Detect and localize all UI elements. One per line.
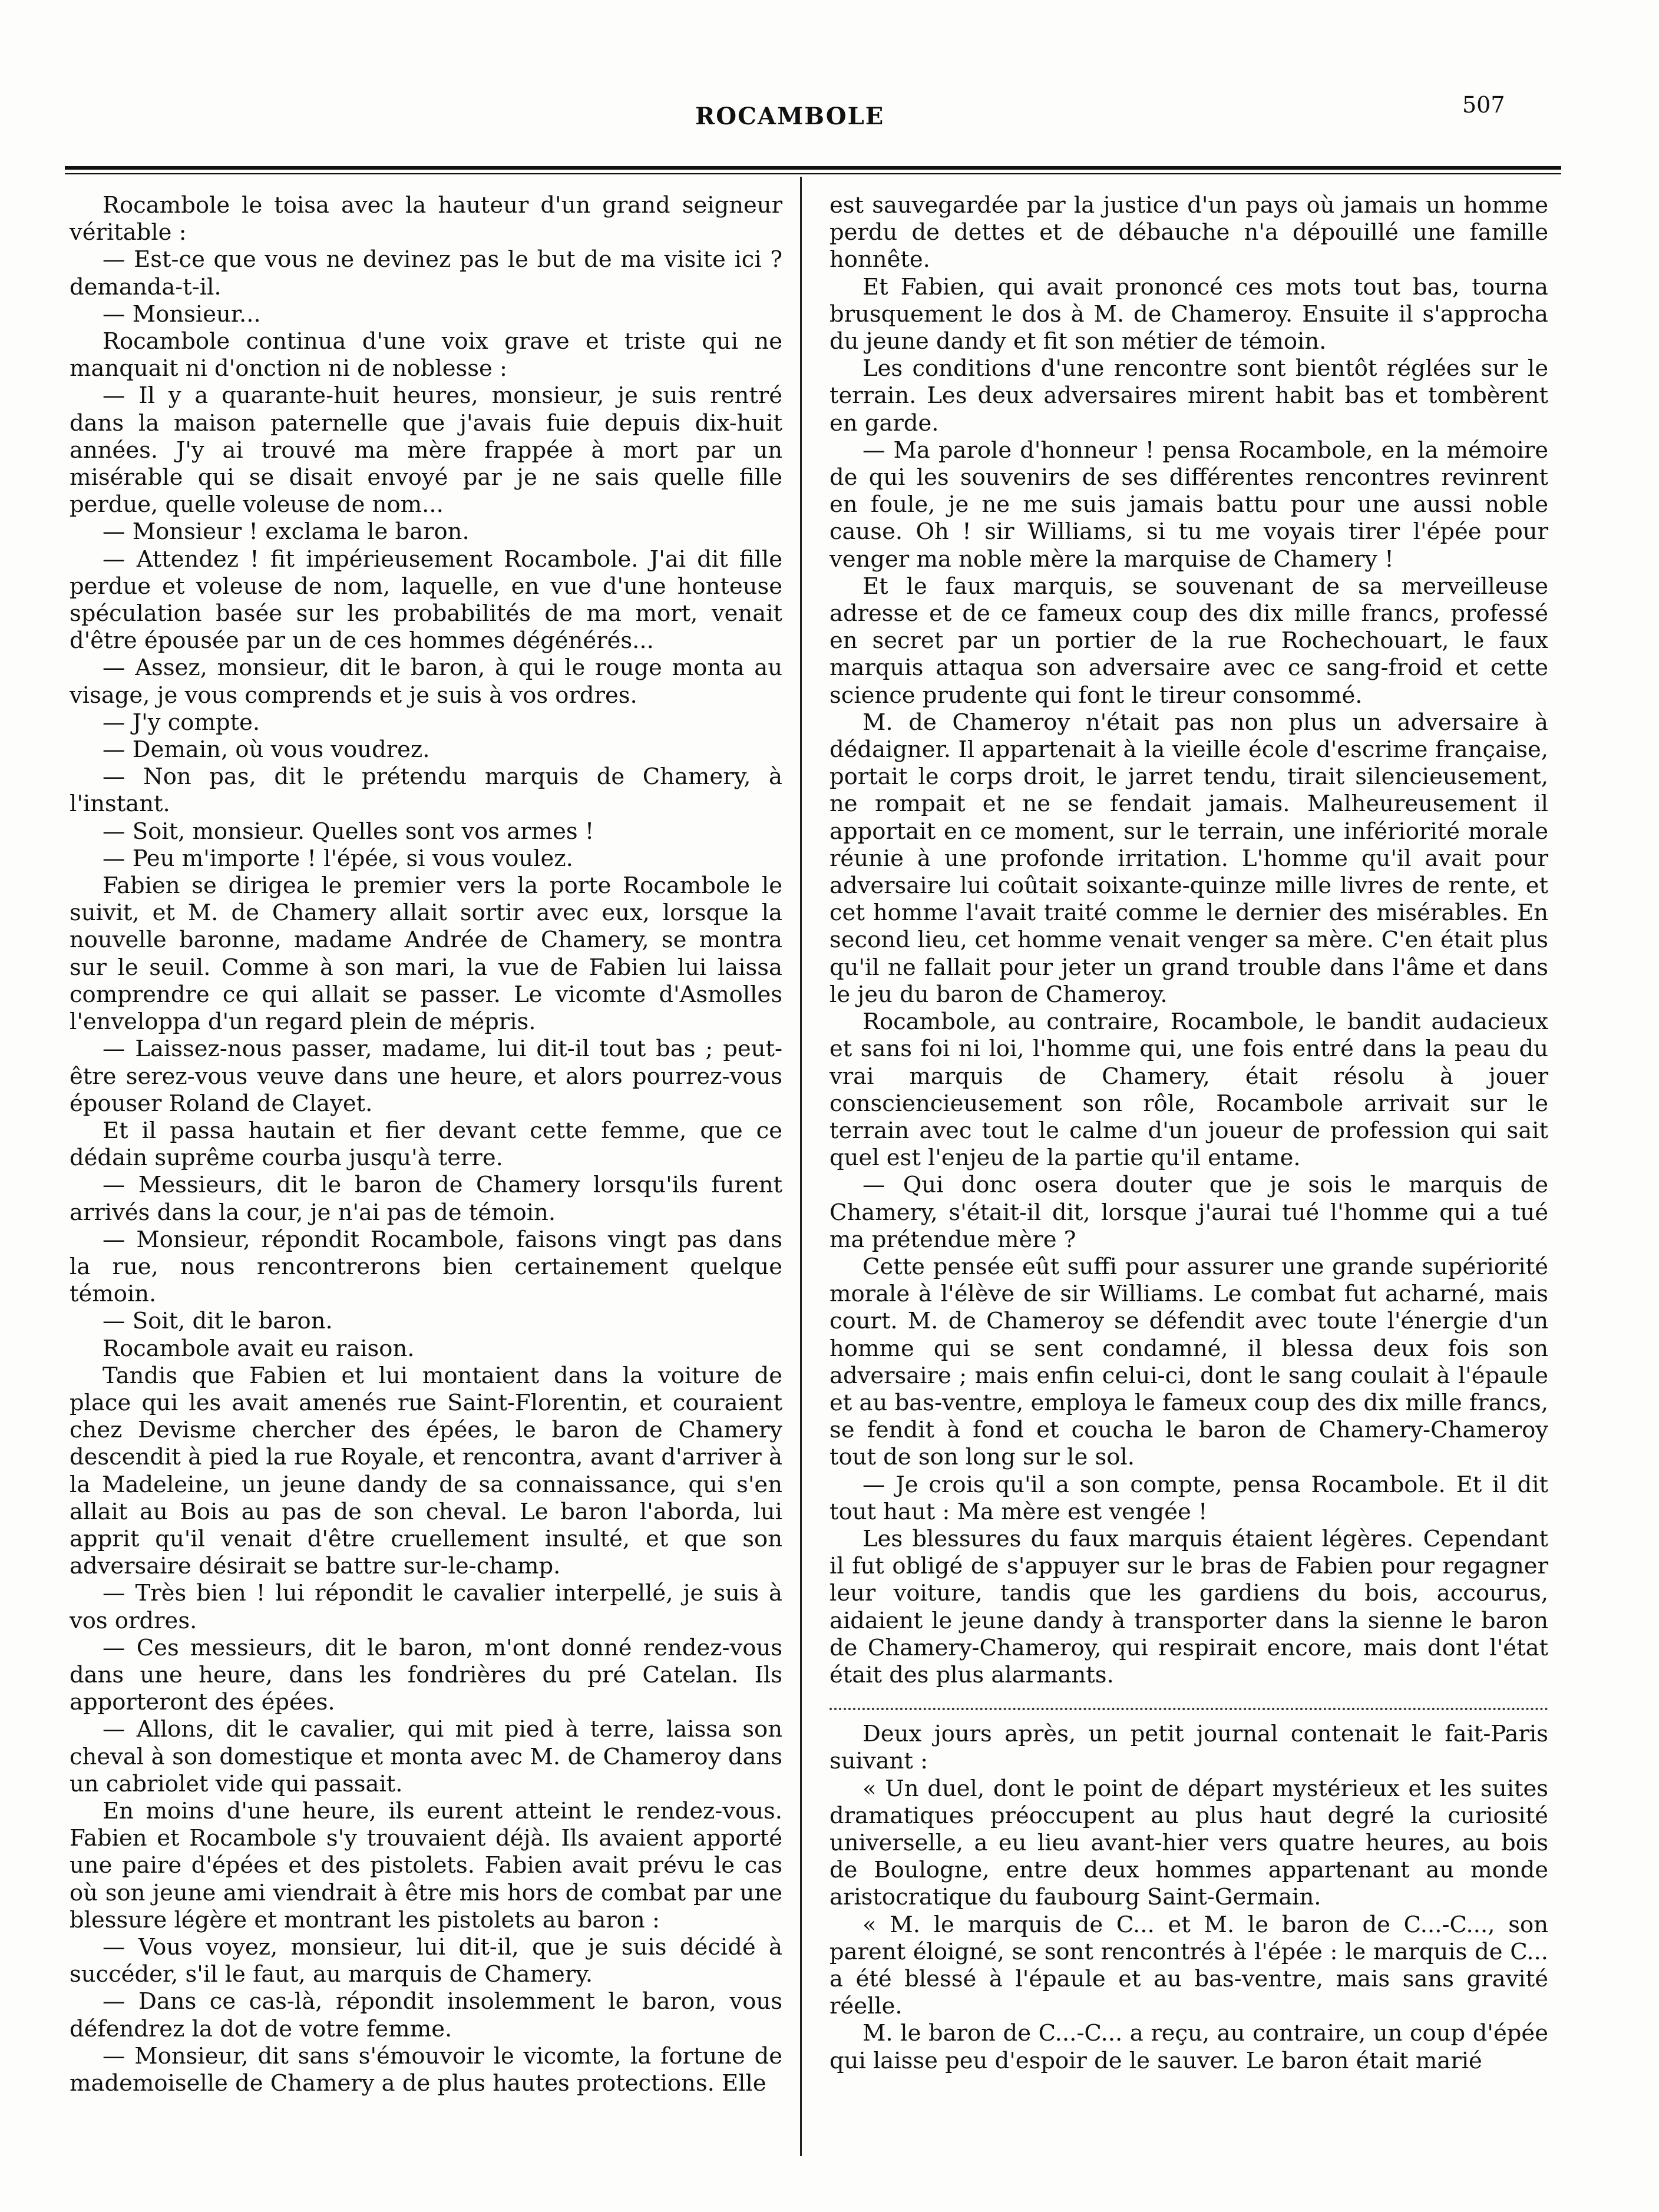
paragraph: Rocambole, au contraire, Rocambole, le bandit audacieux et sans foi ni loi, l'homme qui, une fois entré dans la peau du vrai marquis de Chamery, était résolu à jouer consciencieusement son rôle, Rocambole arrivait sur le terrain avec tout le calme d'un joueur de profession qui sait quel est l'enjeu de la partie qu'il entame. bbox=[830, 1009, 1548, 1172]
paragraph: Rocambole le toisa avec la hauteur d'un grand seigneur véritable : bbox=[70, 192, 782, 246]
paragraph: Tandis que Fabien et lui montaient dans la voiture de place qui les avait amenés rue Saint-Florentin, et couraient chez Devisme chercher des épées, le baron de Chamery descendit à pied la rue Royale, et rencontra, avant d'arriver à la Madeleine, un jeune dandy de sa connaissance, qui s'en allait au Bois au pas de son cheval. Le baron l'aborda, lui apprit qu'il venait d'être cruellement insulté, et que son adversaire désirait se battre sur-le-champ. bbox=[70, 1362, 782, 1580]
right-column bbox=[830, 192, 1548, 2075]
paragraph: — Assez, monsieur, dit le baron, à qui le rouge monta au visage, je vous comprends et je suis à vos ordres. bbox=[70, 654, 782, 709]
paragraph: — Soit, dit le baron. bbox=[103, 1308, 333, 1335]
paragraph: — J'y compte. bbox=[103, 709, 260, 736]
paragraph: — Je crois qu'il a son compte, pensa Rocambole. Et il dit tout haut : Ma mère est vengée ! bbox=[830, 1471, 1548, 1525]
paragraph: — Non pas, dit le prétendu marquis de Chamery, à l'instant. bbox=[70, 763, 782, 818]
header-rule-thick bbox=[65, 166, 1561, 170]
paragraph: est sauvegardée par la justice d'un pays où jamais un homme perdu de dettes et de débauche n'a dépouillé une famille honnête. bbox=[830, 192, 1548, 273]
column-divider bbox=[800, 177, 802, 2156]
paragraph: — Peu m'importe ! l'épée, si vous voulez. bbox=[103, 845, 573, 872]
running-head-title: ROCAMBOLE bbox=[695, 103, 885, 130]
left-column bbox=[70, 192, 782, 2097]
paragraph: — Dans ce cas-là, répondit insolemment le baron, vous défendrez la dot de votre femme. bbox=[70, 1988, 782, 2042]
paragraph: Fabien se dirigea le premier vers la porte Rocambole le suivit, et M. de Chamery allait sortir avec eux, lorsque la nouvelle baronne, madame Andrée de Chamery, se montra sur le seuil. Comme à son mari, la vue de Fabien lui laissa comprendre ce qui allait se passer. Le vicomte d'Asmolles l'enveloppa d'un regard plein de mépris. bbox=[70, 872, 782, 1036]
right-column-news-item bbox=[830, 1721, 1548, 2075]
paragraph: Les conditions d'une rencontre sont bientôt réglées sur le terrain. Les deux adversaires mirent habit bas et tombèrent en garde. bbox=[830, 355, 1548, 437]
paragraph: Cette pensée eût suffi pour assurer une grande supériorité morale à l'élève de sir Williams. Le combat fut acharné, mais court. M. de Chameroy se défendit avec toute l'énergie d'un homme qui se sent condamné, il blessa deux fois son adversaire ; mais enfin celui-ci, dont le sang coulait à l'épaule et au bas-ventre, employa le fameux coup des dix mille francs, se fendit à fond et coucha le baron de Chamery-Chameroy tout de son long sur le sol. bbox=[830, 1253, 1548, 1471]
paragraph: — Qui donc osera douter que je sois le marquis de Chamery, s'était-il dit, lorsque j'aurai tué l'homme qui a tué ma prétendue mère ? bbox=[830, 1172, 1548, 1253]
paragraph: — Attendez ! fit impérieusement Rocambole. J'ai dit fille perdue et voleuse de nom, laquelle, en vue d'une honteuse spéculation basée sur les probabilités de ma mort, venait d'être épousée par un de ces hommes dégénérés... bbox=[70, 545, 782, 654]
paragraph: En moins d'une heure, ils eurent atteint le rendez-vous. Fabien et Rocambole s'y trouvaient déjà. Ils avaient apporté une paire d'épées et des pistolets. Fabien avait prévu le cas où son jeune ami viendrait à être mis hors de combat par une blessure légère et montrant les pistolets au baron : bbox=[70, 1797, 782, 1933]
paragraph: Et le faux marquis, se souvenant de sa merveilleuse adresse et de ce fameux coup des dix mille francs, professé en secret par un portier de la rue Rochechouart, le faux marquis attaqua son adversaire avec ce sang-froid et cette science prudente qui font le tireur consommé. bbox=[830, 573, 1548, 709]
paragraph: — Monsieur... bbox=[103, 300, 261, 328]
paragraph: — Ces messieurs, dit le baron, m'ont donné rendez-vous dans une heure, dans les fondrières du pré Catelan. Ils apporteront des épées. bbox=[70, 1634, 782, 1716]
paragraph: — Messieurs, dit le baron de Chamery lorsqu'ils furent arrivés dans la cour, je n'ai pas de témoin. bbox=[70, 1172, 782, 1226]
paragraph: Les blessures du faux marquis étaient légères. Cependant il fut obligé de s'appuyer sur le bras de Fabien pour regagner leur voiture, tandis que les gardiens du bois, accourus, aidaient le jeune dandy à transporter dans la sienne le baron de Chamery-Chameroy, qui respirait encore, mais dont l'état était des plus alarmants. bbox=[830, 1525, 1548, 1688]
paragraph: M. de Chameroy n'était pas non plus un adversaire à dédaigner. Il appartenait à la vieille école d'escrime française, portait le corps droit, le jarret tendu, tirait silencieusement, ne rompait et ne se fendait jamais. Malheureusement il apportait en ce moment, sur le terrain, une infériorité morale réunie à une profonde irritation. L'homme qu'il avait pour adversaire lui coûtait soixante-quinze mille livres de rente, et cet homme l'avait traité comme le dernier des misérables. En second lieu, cet homme venait venger sa mère. C'en était plus qu'il ne fallait pour jeter un grand trouble dans l'âme et dans le jeu du baron de Chameroy. bbox=[830, 709, 1548, 1008]
paragraph: — Ma parole d'honneur ! pensa Rocambole, en la mémoire de qui les souvenirs de ses différentes rencontres revinrent en foule, je ne me suis jamais battu pour une aussi noble cause. Oh ! sir Williams, si tu me voyais tirer l'épée pour venger ma noble mère la marquise de Chamery ! bbox=[830, 437, 1548, 573]
paragraph: « M. le marquis de C... et M. le baron de C...-C..., son parent éloigné, se sont rencontrés à l'épée : le marquis de C... a été blessé à l'épaule et au bas-ventre, mais sans gravité réelle. bbox=[830, 1911, 1548, 2020]
right-column-story bbox=[830, 192, 1548, 1689]
paragraph: Rocambole continua d'une voix grave et triste qui ne manquait ni d'onction ni de noblesse : bbox=[70, 328, 782, 382]
paragraph: — Très bien ! lui répondit le cavalier interpellé, je suis à vos ordres. bbox=[70, 1580, 782, 1634]
paragraph: Et Fabien, qui avait prononcé ces mots tout bas, tourna brusquement le dos à M. de Chameroy. Ensuite il s'approcha du jeune dandy et fit son métier de témoin. bbox=[830, 273, 1548, 355]
paragraph: Et il passa hautain et fier devant cette femme, que ce dédain suprême courba jusqu'à terre. bbox=[70, 1117, 782, 1172]
paragraph: — Vous voyez, monsieur, lui dit-il, que je suis décidé à succéder, s'il le faut, au marquis de Chamery. bbox=[70, 1934, 782, 1988]
paragraph: — Monsieur, dit sans s'émouvoir le vicomte, la fortune de mademoiselle de Chamery a de plus hautes protections. Elle bbox=[70, 2042, 782, 2097]
paragraph: — Il y a quarante-huit heures, monsieur, je suis rentré dans la maison paternelle que j'avais fuie depuis dix-huit années. J'y ai trouvé ma mère frappée à mort par un misérable qui se disait envoyé par je ne sais quelle fille perdue, quelle voleuse de nom... bbox=[70, 382, 782, 518]
paragraph: — Monsieur, répondit Rocambole, faisons vingt pas dans la rue, nous rencontrerons bien certainement quelque témoin. bbox=[70, 1226, 782, 1308]
paragraph: — Allons, dit le cavalier, qui mit pied à terre, laissa son cheval à son domestique et monta avec M. de Chameroy dans un cabriolet vide qui passait. bbox=[70, 1716, 782, 1797]
paragraph: Rocambole avait eu raison. bbox=[103, 1335, 415, 1362]
paragraph: M. le baron de C...-C... a reçu, au contraire, un coup d'épée qui laisse peu d'espoir de le sauver. Le baron était marié bbox=[830, 2020, 1548, 2074]
paragraph: Deux jours après, un petit journal contenait le fait-Paris suivant : bbox=[830, 1721, 1548, 1775]
dotted-separator bbox=[830, 1695, 1548, 1710]
paragraph: — Monsieur ! exclama le baron. bbox=[103, 518, 470, 545]
paragraph: — Est-ce que vous ne devinez pas le but de ma visite ici ? demanda-t-il. bbox=[70, 246, 782, 300]
paragraph: — Soit, monsieur. Quelles sont vos armes ! bbox=[103, 818, 594, 845]
page-number: 507 bbox=[1462, 92, 1505, 118]
header-rule-thin bbox=[65, 173, 1561, 174]
paragraph: — Laissez-nous passer, madame, lui dit-il tout bas ; peut-être serez-vous veuve dans une heure, et alors pourrez-vous épouser Roland de Clayet. bbox=[70, 1036, 782, 1117]
paragraph: « Un duel, dont le point de départ mystérieux et les suites dramatiques préoccupent au plus haut degré la curiosité universelle, a eu lieu avant-hier vers quatre heures, au bois de Boulogne, entre deux hommes appartenant au monde aristocratique du faubourg Saint-Germain. bbox=[830, 1775, 1548, 1911]
paragraph: — Demain, où vous voudrez. bbox=[103, 736, 430, 763]
